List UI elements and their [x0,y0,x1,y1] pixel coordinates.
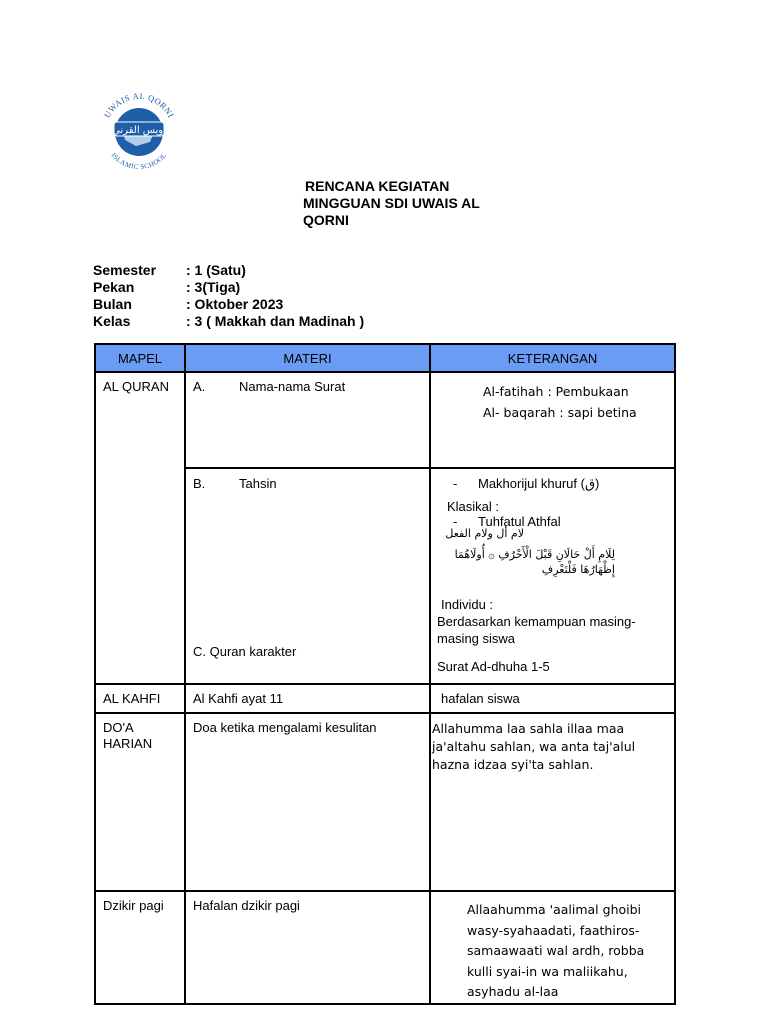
ket-doa: Allahumma laa sahla illaa maa ja'altahu sahlan, wa anta taj'alul hazna idzaa syi'ta sahlan. [432,721,636,772]
mapel-kahfi: AL KAHFI [103,691,161,706]
mapel-cell [95,372,185,684]
info-row-semester [93,262,364,279]
materi-kahfi: Al Kahfi ayat 11 [193,691,284,706]
schedule-table [94,343,676,1005]
mapel-alquran: AL QURAN [103,379,169,394]
bullet-dash: - [453,514,458,529]
info-value: : 3 ( Makkah dan Madinah ) [186,313,365,329]
keterangan-cell [430,684,675,713]
ket-b-3: Berdasarkan kemampuan masing-masing siswa [437,614,636,646]
info-row-kelas [93,313,364,330]
title-line-3: QORNI [303,212,349,228]
document-title [303,178,523,229]
table-header-row [95,344,675,372]
header-materi: MATERI [185,344,430,372]
ket-individu: Individu : [441,597,494,612]
mapel-doa: DO'A HARIAN [103,720,153,751]
materi-cell [185,713,430,891]
item-letter: B. [193,476,206,491]
info-key: Bulan [93,296,132,312]
ket-b-1: Makhorijul khuruf (ق) [478,476,600,491]
mapel-dzikir: Dzikir pagi [103,898,164,913]
materi-c: C. Quran karakter [193,644,297,659]
info-key: Kelas [93,313,131,329]
ket-b-2: Tuhfatul Athfal [478,514,561,529]
title-line-1: RENCANA KEGIATAN [305,178,450,194]
school-logo [92,88,186,172]
info-row-pekan [93,279,364,296]
info-value: : 1 (Satu) [186,262,246,278]
item-letter: A. [193,379,206,394]
table-row [95,713,675,891]
materi-a: Nama-nama Surat [239,379,346,394]
ket-arabic-2: لِلَامِ أَلْ حَالَانِ قَبْلَ الْأَحْرُفِ ۞ أُولَاهُمَا إِظْهَارُهَا فَلْتَعْرِفِ [454,548,615,576]
materi-doa: Doa ketika mengalami kesulitan [193,720,377,735]
info-value: : Oktober 2023 [186,296,284,312]
keterangan-cell [430,468,675,684]
materi-cell [185,891,430,1004]
header-mapel: MAPEL [95,344,185,372]
materi-cell [185,372,430,468]
ket-arabic-1: لام أل ولام الفعل [445,527,524,540]
keterangan-cell [430,372,675,468]
keterangan-cell [430,891,675,1004]
logo-arc-top: UWAIS AL QORNI [101,90,177,120]
ket-klasikal: Klasikal : [447,499,500,514]
ket-dzikir: Allaahumma 'aalimal ghoibi wasy-syahaadati, faathiros-samaawaati wal ardh, robba kulli syai-in wa maliikahu, asyhadu al-laa [467,902,645,999]
info-block [93,262,364,330]
mapel-cell [95,713,185,891]
keterangan-cell [430,713,675,891]
table-row [95,684,675,713]
materi-dzikir: Hafalan dzikir pagi [193,898,300,913]
materi-b: Tahsin [239,476,277,491]
title-line-2: MINGGUAN SDI UWAIS AL [303,195,480,211]
table-row [95,372,675,468]
header-keterangan: KETERANGAN [430,344,675,372]
materi-cell [185,468,430,684]
ket-kahfi: hafalan siswa [441,691,520,706]
ket-a-1: Al-fatihah : Pembukaan [483,384,629,399]
ket-b-4: Surat Ad-dhuha 1-5 [437,659,550,674]
mapel-cell [95,684,185,713]
materi-cell [185,684,430,713]
info-key: Semester [93,262,157,278]
logo-arabic: أويس القرني [112,125,166,136]
info-value: : 3(Tiga) [186,279,241,295]
info-key: Pekan [93,279,135,295]
bullet-dash: - [453,476,458,491]
logo-arc-bottom: ISLAMIC SCHOOL [109,151,169,172]
ket-a-2: Al- baqarah : sapi betina [483,405,637,420]
info-row-bulan [93,296,364,313]
mapel-cell [95,891,185,1004]
table-row [95,891,675,1004]
